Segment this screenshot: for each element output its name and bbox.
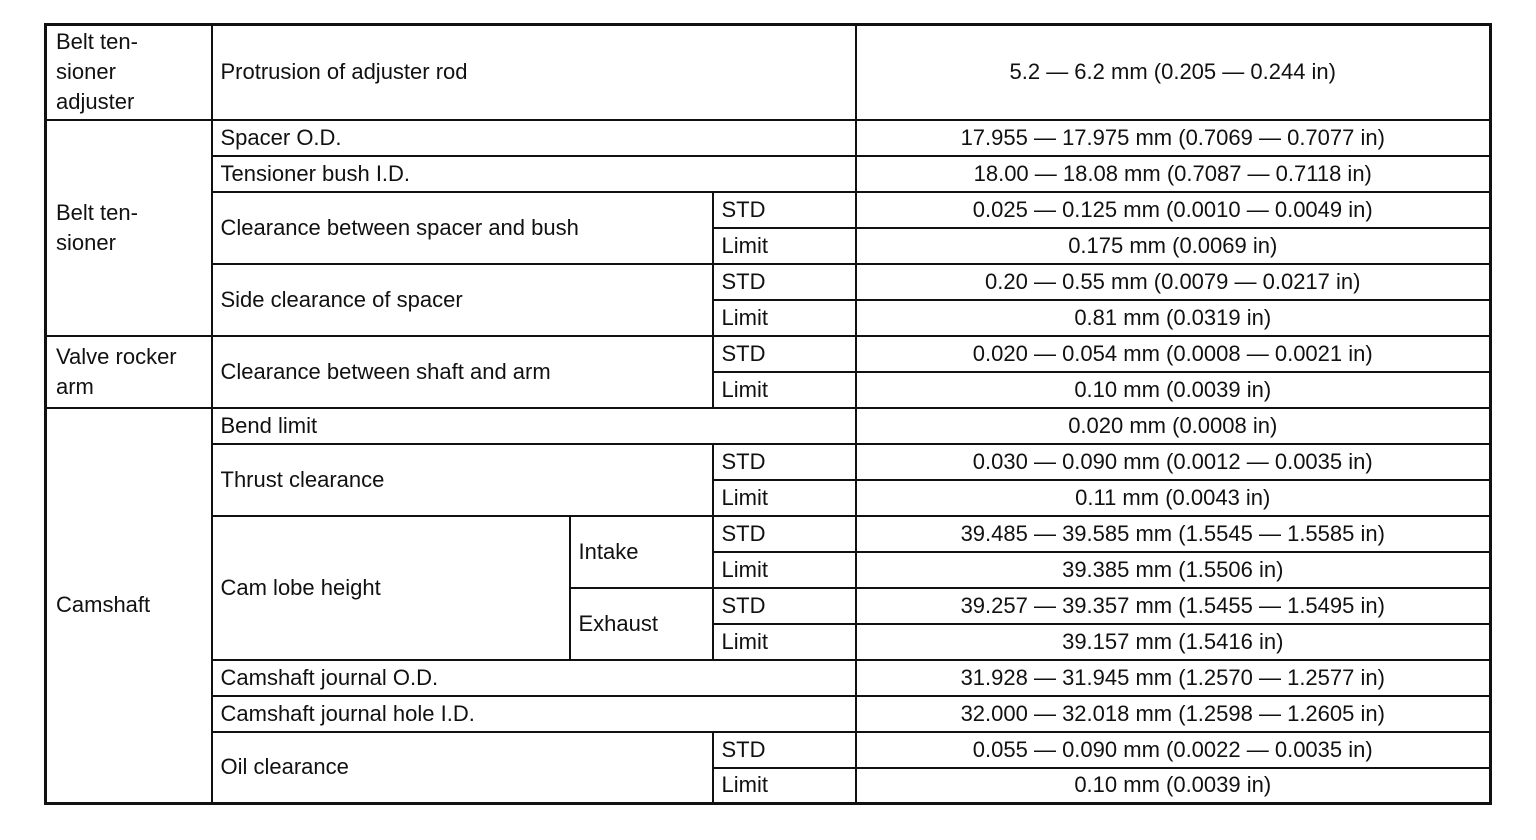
subitem-cell: Intake [570, 516, 713, 588]
category-label: Belt ten- sioner adjuster [56, 29, 138, 115]
category-label: Belt ten- sioner [56, 199, 138, 255]
item-cell: Tensioner bush I.D. [212, 156, 856, 192]
value-cell: 0.10 mm (0.0039 in) [856, 372, 1491, 408]
table-row [46, 192, 1491, 228]
category-cell [46, 25, 212, 120]
std-label-cell: STD [713, 336, 856, 372]
category-cell [46, 336, 212, 408]
value-cell: 0.030 — 0.090 mm (0.0012 — 0.0035 in) [856, 444, 1491, 480]
value-cell: 0.10 mm (0.0039 in) [856, 768, 1491, 804]
limit-label-cell: Limit [713, 300, 856, 336]
value-cell: 0.81 mm (0.0319 in) [856, 300, 1491, 336]
table-row [46, 696, 1491, 732]
value-cell: 0.20 — 0.55 mm (0.0079 — 0.0217 in) [856, 264, 1491, 300]
item-cell: Bend limit [212, 408, 856, 444]
item-cell: Oil clearance [212, 732, 713, 804]
value-cell: 39.485 — 39.585 mm (1.5545 — 1.5585 in) [856, 516, 1491, 552]
value-cell: 32.000 — 32.018 mm (1.2598 — 1.2605 in) [856, 696, 1491, 732]
item-cell: Clearance between shaft and arm [212, 336, 713, 408]
value-cell: 17.955 — 17.975 mm (0.7069 — 0.7077 in) [856, 120, 1491, 156]
value-cell: 5.2 — 6.2 mm (0.205 — 0.244 in) [856, 25, 1491, 120]
std-label-cell: STD [713, 732, 856, 768]
limit-label-cell: Limit [713, 372, 856, 408]
table-row [46, 156, 1491, 192]
value-cell: 0.020 — 0.054 mm (0.0008 — 0.0021 in) [856, 336, 1491, 372]
spec-table [44, 23, 1492, 805]
value-cell: 39.385 mm (1.5506 in) [856, 552, 1491, 588]
category-cell: Camshaft [46, 408, 212, 804]
limit-label-cell: Limit [713, 228, 856, 264]
category-label: Valve rocker arm [56, 343, 177, 399]
table-row [46, 408, 1491, 444]
item-cell: Thrust clearance [212, 444, 713, 516]
table-row [46, 660, 1491, 696]
item-cell: Spacer O.D. [212, 120, 856, 156]
table-row [46, 25, 1491, 120]
limit-label-cell: Limit [713, 552, 856, 588]
table-row [46, 336, 1491, 372]
value-cell: 0.055 — 0.090 mm (0.0022 — 0.0035 in) [856, 732, 1491, 768]
item-cell: Protrusion of adjuster rod [212, 25, 856, 120]
limit-label-cell: Limit [713, 624, 856, 660]
value-cell: 39.157 mm (1.5416 in) [856, 624, 1491, 660]
std-label-cell: STD [713, 264, 856, 300]
table-row [46, 264, 1491, 300]
std-label-cell: STD [713, 192, 856, 228]
limit-label-cell: Limit [713, 768, 856, 804]
value-cell: 31.928 — 31.945 mm (1.2570 — 1.2577 in) [856, 660, 1491, 696]
item-cell: Side clearance of spacer [212, 264, 713, 336]
value-cell: 18.00 — 18.08 mm (0.7087 — 0.7118 in) [856, 156, 1491, 192]
table-row [46, 516, 1491, 552]
item-cell: Camshaft journal hole I.D. [212, 696, 856, 732]
value-cell: 39.257 — 39.357 mm (1.5455 — 1.5495 in) [856, 588, 1491, 624]
table-row [46, 732, 1491, 768]
item-cell: Camshaft journal O.D. [212, 660, 856, 696]
table-row [46, 444, 1491, 480]
item-cell: Clearance between spacer and bush [212, 192, 713, 264]
std-label-cell: STD [713, 444, 856, 480]
item-cell: Cam lobe height [212, 516, 570, 660]
table-row [46, 120, 1491, 156]
std-label-cell: STD [713, 516, 856, 552]
std-label-cell: STD [713, 588, 856, 624]
category-cell [46, 120, 212, 336]
subitem-cell: Exhaust [570, 588, 713, 660]
value-cell: 0.020 mm (0.0008 in) [856, 408, 1491, 444]
value-cell: 0.025 — 0.125 mm (0.0010 — 0.0049 in) [856, 192, 1491, 228]
value-cell: 0.11 mm (0.0043 in) [856, 480, 1491, 516]
limit-label-cell: Limit [713, 480, 856, 516]
value-cell: 0.175 mm (0.0069 in) [856, 228, 1491, 264]
